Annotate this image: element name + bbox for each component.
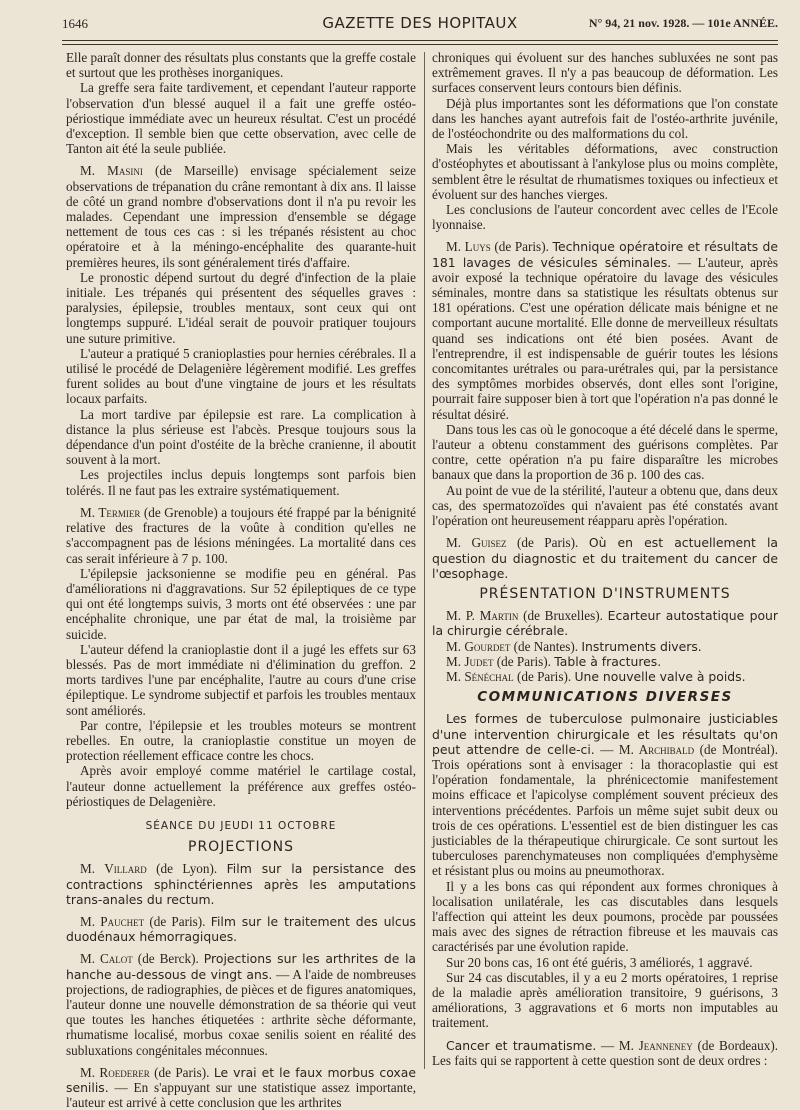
session-heading: SÉANCE DU JEUDI 11 OCTOBRE bbox=[145, 819, 337, 832]
paragraph: La mort tardive par épilepsie est rare. La complication à distance la plus sérieuse est l'abcès. Presque toujours sous la dépendance d'un point d'ostéite de la brèche cranienne, il aboutit souvent à la mort. bbox=[66, 406, 416, 468]
author-name: M. Sénéchal bbox=[446, 668, 514, 684]
left-column bbox=[66, 50, 416, 1110]
author-name: M. Pauchet bbox=[80, 913, 145, 929]
affiliation: (de Paris). bbox=[513, 668, 575, 684]
paragraph: Au point de vue de la stérilité, l'auteur a obtenu que, dans deux cas, des spermatozoïdes qui n'avaient pas été constatés avant l'opération ont heureusement réapparu après l'opération. bbox=[432, 482, 778, 529]
paragraph: Après avoir employé comme matériel le cartilage costal, l'auteur donne actuellement la préférence aux greffes ostéo-périostiques de Delagenière. bbox=[66, 763, 416, 809]
affiliation: (de Paris). bbox=[506, 535, 589, 551]
entry-title: Où en est actuellement la question du diagnostic et du traitement du cancer de l'œsophage. bbox=[432, 535, 779, 581]
affiliation: (de Nantes). bbox=[510, 638, 582, 654]
entry bbox=[432, 639, 778, 654]
affiliation: (de Montréal). bbox=[694, 741, 778, 757]
affiliation: (de Paris). bbox=[149, 1064, 214, 1080]
section-heading-projections: PROJECTIONS bbox=[188, 839, 294, 856]
author-name: M. Guisez bbox=[446, 535, 507, 551]
entry-text: Les faits qui se rapportent à cette question sont de deux ordres : bbox=[432, 1052, 768, 1068]
affiliation: (de Bordeaux). bbox=[692, 1037, 779, 1053]
paragraph: Sur 20 bons cas, 16 ont été guéris, 3 améliorés, 1 aggravé. bbox=[446, 954, 753, 970]
entry-text: Trois opérations sont à envisager : la thoracoplastie qui est l'opération fondamentale, la phrénicectomie manifestement moins efficace et l'apicolyse complément souvent précieux des interventions précédentes. Parfois un même sujet subit deux ou trois de ces opérations. L'essentiel est de bien distinguer les cas justiciables de la thérapeutique chirurgicale. Ce sont surtout les tuberculoses parenchymateuses non compliquées d'emphysème et résistant plus ou moins au pneumothorax. bbox=[432, 756, 778, 879]
affiliation: (de Paris). bbox=[493, 653, 555, 669]
entry-title: Ecarteur autostatique pour la chirurgie cérébrale. bbox=[432, 608, 779, 639]
paragraph: Le pronostic dépend surtout du degré d'infection de la plaie initiale. Les trépanés qui présentent des séquelles graves : paralysies, épilepsie, troubles mentaux, sont ceux qui ont longtemps suppuré. L'idéal serait de pouvoir pratiquer toujours une suture primitive. bbox=[66, 269, 416, 346]
entry-text: — En s'appuyant sur une statistique assez importante, l'auteur est arrivé à cette conclusion que les arthrites bbox=[66, 1080, 416, 1110]
paragraph: Sur 24 cas discutables, il y a eu 2 morts opératoires, 1 reprise de la maladie après amélioration transitoire, 9 guérisons, 3 améliorations, 3 aggravations et 6 morts non imputables au traitement. bbox=[432, 969, 778, 1031]
entry-title: Le vrai et le faux morbus coxae senilis. bbox=[66, 1064, 416, 1095]
entry bbox=[432, 239, 778, 421]
entry-title: Film sur la persistance des contractions sphinctériennes après les amputations trans-anales du rectum. bbox=[66, 861, 416, 907]
entry-title: Une nouvelle valve à poids. bbox=[574, 668, 746, 684]
author-name: M. Luys bbox=[446, 239, 491, 255]
entry bbox=[432, 711, 778, 878]
affiliation: (de Bruxelles). bbox=[518, 608, 608, 624]
column-divider bbox=[424, 52, 425, 1069]
entry bbox=[66, 914, 416, 944]
section-heading-instruments: PRÉSENTATION D'INSTRUMENTS bbox=[479, 585, 731, 602]
paragraph: Il y a les bons cas qui répondent aux formes chroniques à localisation unilatérale, les cas discutables dans lesquels l'affection qui atteint les deux poumons, procède par poussées mais avec des signes de rétraction fibreuse et les mauvais cas caractérisés par une évolution rapide. bbox=[432, 878, 778, 955]
section-heading-communications: COMMUNICATIONS DIVERSES bbox=[477, 689, 733, 706]
right-column bbox=[432, 50, 778, 1068]
paragraph: Les projectiles inclus depuis longtemps sont parfois bien tolérés. Il ne faut pas les extraire systématiquement. bbox=[66, 467, 416, 498]
entry bbox=[432, 1038, 778, 1068]
entry-title: Film sur le traitement des ulcus duodénaux hémorragiques. bbox=[66, 913, 416, 945]
paragraph: L'auteur a pratiqué 5 cranioplasties pour hernies cérébrales. Il a utilisé le procédé de Delagenière légèrement modifié. Les greffes furent solides au bout d'une vingtaine de jours et les résultats locaux parfaits. bbox=[66, 345, 416, 407]
paragraph: Déjà plus importantes sont les déformations que l'on constate dans les hanches ayant autrefois fait de l'ostéo-arthrite juvénile, de l'ostéochondrite ou des malformations du col. bbox=[432, 95, 778, 142]
author-name: M. Masini bbox=[80, 163, 143, 179]
author-name: M. Villard bbox=[80, 861, 147, 877]
paragraph: L'épilepsie jacksonienne se modifie peu en général. Pas d'améliorations ni d'aggravations. Sur 52 épileptiques de ce type qui ont été longtemps suivis, 3 morts ont été observées : une par encéphalite chronique, une par état de mal, la troisième par suicide. bbox=[66, 565, 416, 642]
paragraph bbox=[66, 505, 416, 566]
entry-title: Technique opératoire et résultats de 181 lavages de vésicules séminales. bbox=[432, 239, 778, 270]
author-name: M. Jeanneney bbox=[618, 1037, 693, 1053]
affiliation: (de Lyon). bbox=[146, 861, 227, 877]
entry bbox=[432, 535, 778, 581]
author-name: M. Judet bbox=[446, 653, 494, 669]
paragraph: L'auteur défend la cranioplastie dont il a jugé les effets sur 63 blessés. Pas de mort immédiate ni d'élimination du greffon. 2 morts tardives l'une par encéphalite, l'autre au cours d'une crise épileptique. Le syndrome subjectif et parfois les troubles mentaux sont améliorés. bbox=[66, 641, 416, 718]
entry bbox=[66, 951, 416, 1057]
entry bbox=[66, 861, 416, 907]
paragraph: Elle paraît donner des résultats plus constants que la greffe costale et surtout que les prothèses inorganiques. bbox=[66, 50, 416, 81]
entry-title: Table à fractures. bbox=[554, 653, 662, 669]
header-rule bbox=[62, 40, 778, 41]
entry bbox=[66, 1065, 416, 1110]
entry-text: — A l'aide de nombreuses projections, de radiographies, de pièces et de figures anatomiques, l'auteur donne une nouvelle démonstration de sa théorie qui veut que toutes les hanches étiquetées : arthrite sèche déformante, rhumatisme localisé, morbus coxae senilis soient en réalité des subluxations congénitales méconnues. bbox=[66, 966, 416, 1058]
dash: — bbox=[596, 1037, 619, 1053]
entry bbox=[432, 608, 778, 638]
entry bbox=[432, 669, 778, 684]
entry-title: Cancer et traumatisme. bbox=[446, 1037, 597, 1053]
paragraph: La greffe sera faite tardivement, et cependant l'auteur rapporte l'observation d'un blessé auquel il a fait une greffe ostéo-périostique immédiate avec un heureux résultat. C'est un procédé d'exception. Il semble bien que cette observation, avec celle de Tanton ait été la seule publiée. bbox=[66, 80, 416, 157]
paragraph bbox=[66, 163, 416, 269]
affiliation: (de Berck). bbox=[132, 951, 204, 967]
issue-info: N° 94, 21 nov. 1928. — 101e ANNÉE. bbox=[588, 16, 778, 30]
entry-title: Les formes de tuberculose pulmonaire justiciables d'une intervention chirurgicale et les résultats qu'on peut attendre de celle-ci. bbox=[432, 711, 778, 757]
paragraph: Les conclusions de l'auteur concordent avec celles de l'Ecole lyonnaise. bbox=[432, 202, 778, 233]
author-name: M. Gourdet bbox=[446, 638, 511, 654]
author-name: M. Termier bbox=[80, 504, 141, 520]
dash: — bbox=[594, 741, 619, 757]
journal-title: GAZETTE DES HOPITAUX bbox=[322, 14, 518, 32]
author-name: M. Archibald bbox=[618, 741, 695, 757]
entry-text: — L'auteur, après avoir exposé la technique opératoire du lavage des vésicules séminales, montre dans sa statistique les résultats obtenus sur 181 opérations. C'est une opération délicate mais bénigne et ne comportant aucune mortalité. Elle donne de merveilleux résultats quand ses indications ont été bien posées. Avant de l'entreprendre, il est indispensable de guérir toutes les lésions concomitantes urétrales ou para-urétrales qui, par la persistance des symptômes morbides observés, dont elles sont l'origine, pourrait faire supposer bien à tort que l'opération n'a pas donné le résultat désiré. bbox=[432, 254, 778, 422]
affiliation: (de Paris). bbox=[144, 913, 211, 929]
author-name: M. Calot bbox=[80, 951, 133, 967]
header-rule-thin bbox=[62, 44, 778, 45]
entry-title: Instruments divers. bbox=[581, 638, 702, 654]
page-number: 1646 bbox=[62, 16, 88, 31]
author-name: M. P. Martin bbox=[446, 608, 519, 624]
running-header bbox=[62, 12, 778, 34]
entry bbox=[432, 654, 778, 669]
paragraph-text: (de Marseille) envisage spécialement seize observations de trépanation du crâne remontant à dix ans. Il laisse de côté un grand nombre d'observations dont il n'a pu revoir les malades. Cependant une impression d'ensemble se dégage nettement de tous ces cas : si les trépanés résistent au choc opératoire et à la méningo-encéphalite des quarante-huit premières heures, ils sont généralement tirés d'affaire. bbox=[66, 163, 417, 270]
affiliation: (de Paris). bbox=[490, 239, 553, 255]
paragraph: Mais les véritables déformations, avec construction d'ostéophytes et aboutissant à l'ankylose plus ou moins complète, semblent être le résultat de rhumatismes toxiques ou infectieux et évoluent sur des hanches vierges. bbox=[432, 141, 778, 202]
entry-title: Projections sur les arthrites de la hanche au-dessous de vingt ans. bbox=[66, 951, 416, 982]
paragraph-text: (de Grenoble) a toujours été frappé par la bénignité relative des fractures de la voûte à condition qu'elles ne s'accompagnent pas de lésions méningées. La mortalité dans ces cas serait inférieure à 7 p. 100. bbox=[66, 504, 416, 566]
author-name: M. Roederer bbox=[80, 1064, 150, 1080]
paragraph: chroniques qui évoluent sur des hanches subluxées ne sont pas extrêmement graves. Il n'y a pas beaucoup de déformation. Les surfaces conservent leurs contours bien définis. bbox=[432, 50, 778, 96]
paragraph: Dans tous les cas où le gonocoque a été décelé dans le sperme, l'auteur a obtenu constamment des guérisons complètes. Par contre, cette opération n'a pu faire disparaître les microbes banaux que dans la proportion de 36 p. 100 des cas. bbox=[432, 421, 778, 483]
paragraph: Par contre, l'épilepsie et les troubles moteurs se montrent rebelles. En outre, la cranioplastie constitue un moyen de protection réellement efficace contre les chocs. bbox=[66, 717, 416, 764]
